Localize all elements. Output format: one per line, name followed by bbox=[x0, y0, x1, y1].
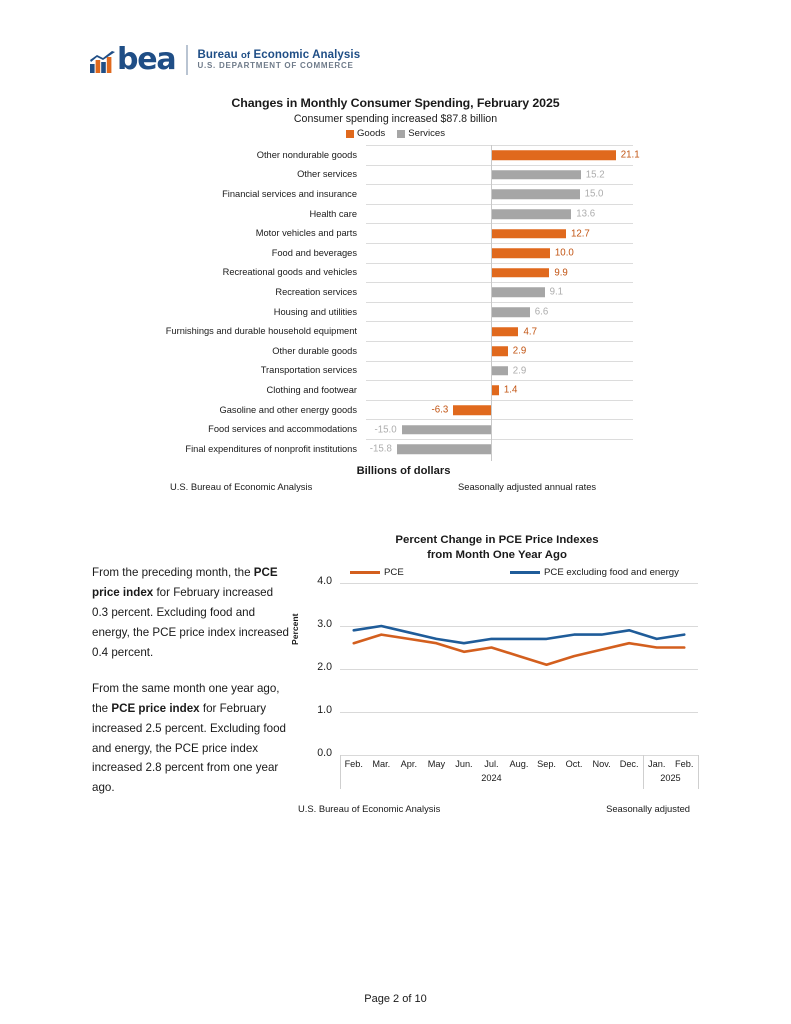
p1-bold-term: PCE price index bbox=[92, 566, 278, 599]
x-axis-year-label: 2025 bbox=[660, 773, 681, 784]
line-chart-series-svg bbox=[340, 583, 698, 755]
bar-row bbox=[0, 165, 791, 185]
line-chart-footer bbox=[292, 803, 702, 819]
bar-row bbox=[0, 243, 791, 263]
bar-row-plot bbox=[366, 380, 633, 400]
bar-row-plot bbox=[366, 204, 633, 224]
bar-chart-plot-area bbox=[0, 145, 791, 461]
p2-bold-term: PCE price index bbox=[111, 701, 200, 715]
x-axis-tick-label: Mar. bbox=[372, 759, 391, 770]
legend-label-services: Services bbox=[408, 128, 446, 139]
bar-category-label: Recreation services bbox=[275, 286, 357, 297]
bar-segment bbox=[491, 268, 550, 278]
year-divider bbox=[643, 755, 644, 789]
logo-agency-line2: U.S. DEPARTMENT OF COMMERCE bbox=[197, 61, 354, 71]
bar-row-plot bbox=[366, 419, 633, 439]
bar-segment bbox=[491, 249, 550, 259]
bar-row bbox=[0, 204, 791, 224]
bar-category-label: Furnishings and durable household equipment bbox=[165, 326, 357, 337]
y-axis-tick-label: 4.0 bbox=[317, 575, 332, 588]
bar-chart-source: U.S. Bureau of Economic Analysis bbox=[170, 481, 313, 492]
bar-segment bbox=[491, 307, 530, 317]
x-axis-tick-label: Sep. bbox=[537, 759, 556, 770]
x-axis-tick-label: Feb. bbox=[344, 759, 363, 770]
bar-chart-axis-title: Billions of dollars bbox=[356, 465, 451, 477]
bar-segment bbox=[491, 366, 508, 376]
bar-row-plot bbox=[366, 282, 633, 302]
axis-start-divider bbox=[340, 755, 341, 789]
bar-row bbox=[0, 145, 791, 165]
bar-row-plot bbox=[366, 400, 633, 420]
bar-segment bbox=[491, 170, 581, 180]
bar-row-plot bbox=[366, 243, 633, 263]
bar-chart-subtitle: Consumer spending increased $87.8 billion bbox=[293, 113, 498, 125]
legend-label-pce-core: PCE excluding food and energy bbox=[544, 567, 679, 579]
pce-narrative-text bbox=[92, 563, 292, 798]
legend-item-pce bbox=[350, 567, 510, 578]
bar-value-label: 10.0 bbox=[554, 247, 574, 259]
x-axis-tick-label: Jul. bbox=[484, 759, 499, 770]
bar-row bbox=[0, 341, 791, 361]
bar-row bbox=[0, 380, 791, 400]
p2-part-c: for February increased 2.5 percent. Excluding food and energy, the PCE price index increased 2.8 percent from one year ago. bbox=[92, 701, 286, 795]
y-axis-tick-label: 2.0 bbox=[317, 661, 332, 674]
bar-row-plot bbox=[366, 439, 633, 459]
bar-value-label: 2.9 bbox=[512, 365, 527, 377]
line-chart-x-axis bbox=[292, 755, 702, 797]
axis-end-divider bbox=[698, 755, 699, 789]
bar-value-label: 15.0 bbox=[584, 188, 604, 200]
bar-category-label: Gasoline and other energy goods bbox=[219, 404, 357, 415]
bar-category-label: Other durable goods bbox=[272, 345, 357, 356]
legend-item-goods bbox=[346, 128, 385, 139]
bar-value-label: 15.2 bbox=[585, 169, 605, 181]
bar-value-label: -15.8 bbox=[369, 443, 392, 455]
bar-value-label: -15.0 bbox=[374, 424, 397, 436]
legend-line-pce-core bbox=[510, 571, 540, 574]
y-axis-tick-label: 3.0 bbox=[317, 618, 332, 631]
x-axis-tick-label: Nov. bbox=[592, 759, 611, 770]
bar-row bbox=[0, 419, 791, 439]
bar-segment bbox=[491, 288, 545, 298]
bar-category-label: Recreational goods and vehicles bbox=[222, 267, 357, 278]
bar-value-label: 4.7 bbox=[523, 326, 537, 338]
bar-value-label: 12.7 bbox=[570, 228, 590, 240]
bar-value-label: 9.9 bbox=[554, 267, 568, 279]
pce-price-index-line-chart bbox=[292, 533, 702, 819]
bar-value-label: 21.1 bbox=[620, 149, 640, 161]
bar-segment bbox=[397, 444, 491, 454]
bar-chart-zero-line bbox=[491, 145, 492, 461]
line-chart-legend bbox=[292, 567, 702, 578]
bar-row-plot bbox=[366, 321, 633, 341]
bar-row-plot bbox=[366, 165, 633, 185]
bar-category-label: Other services bbox=[297, 169, 357, 180]
bar-category-label: Transportation services bbox=[260, 365, 357, 376]
bar-value-label: 13.6 bbox=[576, 208, 596, 220]
bar-row bbox=[0, 302, 791, 322]
bar-row-plot bbox=[366, 184, 633, 204]
bar-row bbox=[0, 184, 791, 204]
x-axis-tick-label: Dec. bbox=[619, 759, 639, 770]
bar-row-plot bbox=[366, 223, 633, 243]
bar-category-label: Food and beverages bbox=[271, 247, 357, 258]
bar-category-label: Clothing and footwear bbox=[266, 384, 357, 395]
y-axis-tick-label: 0.0 bbox=[317, 747, 332, 760]
legend-swatch-goods bbox=[346, 130, 354, 138]
bar-row-plot bbox=[366, 361, 633, 381]
bar-segment bbox=[491, 190, 580, 200]
line-chart-title-line2: from Month One Year Ago bbox=[427, 549, 567, 562]
x-axis-tick-label: Jun. bbox=[455, 759, 473, 770]
bar-chart-legend bbox=[0, 128, 791, 139]
bar-segment bbox=[491, 346, 508, 356]
bar-row-plot bbox=[366, 145, 640, 165]
x-axis-year-label: 2024 bbox=[481, 773, 502, 784]
bar-row bbox=[0, 263, 791, 283]
bar-category-label: Housing and utilities bbox=[273, 306, 357, 317]
logo-agency-line1: Bureau of Economic Analysis bbox=[197, 48, 361, 61]
bar-row bbox=[0, 361, 791, 381]
bar-segment bbox=[491, 327, 519, 337]
bar-value-label: 6.6 bbox=[534, 306, 549, 318]
line-chart-plot-area bbox=[290, 575, 702, 760]
bar-row bbox=[0, 321, 791, 341]
x-axis-tick-label: Aug. bbox=[509, 759, 529, 770]
bar-row-plot bbox=[366, 302, 633, 322]
bar-row bbox=[0, 223, 791, 243]
bar-segment bbox=[491, 229, 566, 239]
legend-label-pce: PCE bbox=[384, 567, 404, 579]
bar-chart-note: Seasonally adjusted annual rates bbox=[458, 481, 597, 492]
legend-label-goods: Goods bbox=[356, 128, 386, 139]
line-chart-note: Seasonally adjusted bbox=[606, 803, 690, 815]
p1-part-c: for February increased 0.3 percent. Excluding food and energy, the PCE price index increased 0.4 percent. bbox=[92, 585, 289, 659]
legend-item-services bbox=[397, 128, 445, 139]
page-number-footer: Page 2 of 10 bbox=[364, 993, 427, 1005]
bar-category-label: Motor vehicles and parts bbox=[255, 228, 357, 239]
x-axis-tick-label: May bbox=[427, 759, 446, 770]
p1-part-a: From the preceding month, the bbox=[92, 566, 254, 579]
line-chart-title-line1: Percent Change in PCE Price Indexes bbox=[395, 534, 599, 546]
logo-divider bbox=[186, 45, 188, 75]
bar-category-label: Food services and accommodations bbox=[208, 424, 357, 435]
bar-chart-title: Changes in Monthly Consumer Spending, February 2025 bbox=[231, 96, 560, 110]
bar-row-plot bbox=[366, 263, 633, 283]
bar-segment bbox=[491, 386, 499, 396]
p2-part-a: From the same month one year ago, the bbox=[92, 681, 280, 715]
bar-row-plot bbox=[366, 341, 633, 361]
x-axis-tick-label: Oct. bbox=[565, 759, 583, 770]
legend-item-pce-core bbox=[510, 567, 679, 578]
legend-line-pce bbox=[350, 571, 380, 574]
bar-row bbox=[0, 439, 791, 459]
line-chart-y-axis-label: Percent bbox=[290, 613, 300, 646]
bar-value-label: -6.3 bbox=[431, 404, 449, 416]
bar-segment bbox=[402, 425, 491, 435]
bar-value-label: 9.1 bbox=[549, 286, 564, 298]
x-axis-tick-label: Jan. bbox=[648, 759, 666, 770]
paragraph-preceding-month bbox=[92, 563, 292, 663]
bar-row bbox=[0, 400, 791, 420]
bar-value-label: 2.9 bbox=[512, 345, 527, 357]
legend-swatch-services bbox=[397, 130, 405, 138]
bar-category-label: Health care bbox=[309, 208, 357, 219]
bar-category-label: Financial services and insurance bbox=[222, 188, 357, 199]
bea-logo-mark-icon bbox=[90, 47, 116, 73]
bar-segment bbox=[491, 151, 616, 161]
bea-logo bbox=[90, 42, 361, 77]
bar-row bbox=[0, 282, 791, 302]
line-chart-source: U.S. Bureau of Economic Analysis bbox=[298, 803, 441, 815]
bar-chart-footer bbox=[0, 465, 791, 499]
bea-wordmark: bea bbox=[117, 42, 176, 77]
logo-agency-text bbox=[197, 49, 360, 72]
series-line-pce-excluding-food-and-energy bbox=[354, 626, 684, 643]
consumer-spending-bar-chart bbox=[0, 96, 791, 499]
bar-segment bbox=[491, 209, 572, 219]
line-chart-title bbox=[292, 533, 702, 563]
x-axis-tick-label: Apr. bbox=[400, 759, 418, 770]
x-axis-tick-label: Feb. bbox=[675, 759, 694, 770]
paragraph-year-ago bbox=[92, 679, 292, 799]
bar-category-label: Other nondurable goods bbox=[256, 149, 357, 160]
y-axis-tick-label: 1.0 bbox=[317, 704, 332, 717]
bar-category-label: Final expenditures of nonprofit institutions bbox=[185, 443, 357, 454]
bar-segment bbox=[453, 405, 490, 415]
bar-value-label: 1.4 bbox=[503, 384, 518, 396]
